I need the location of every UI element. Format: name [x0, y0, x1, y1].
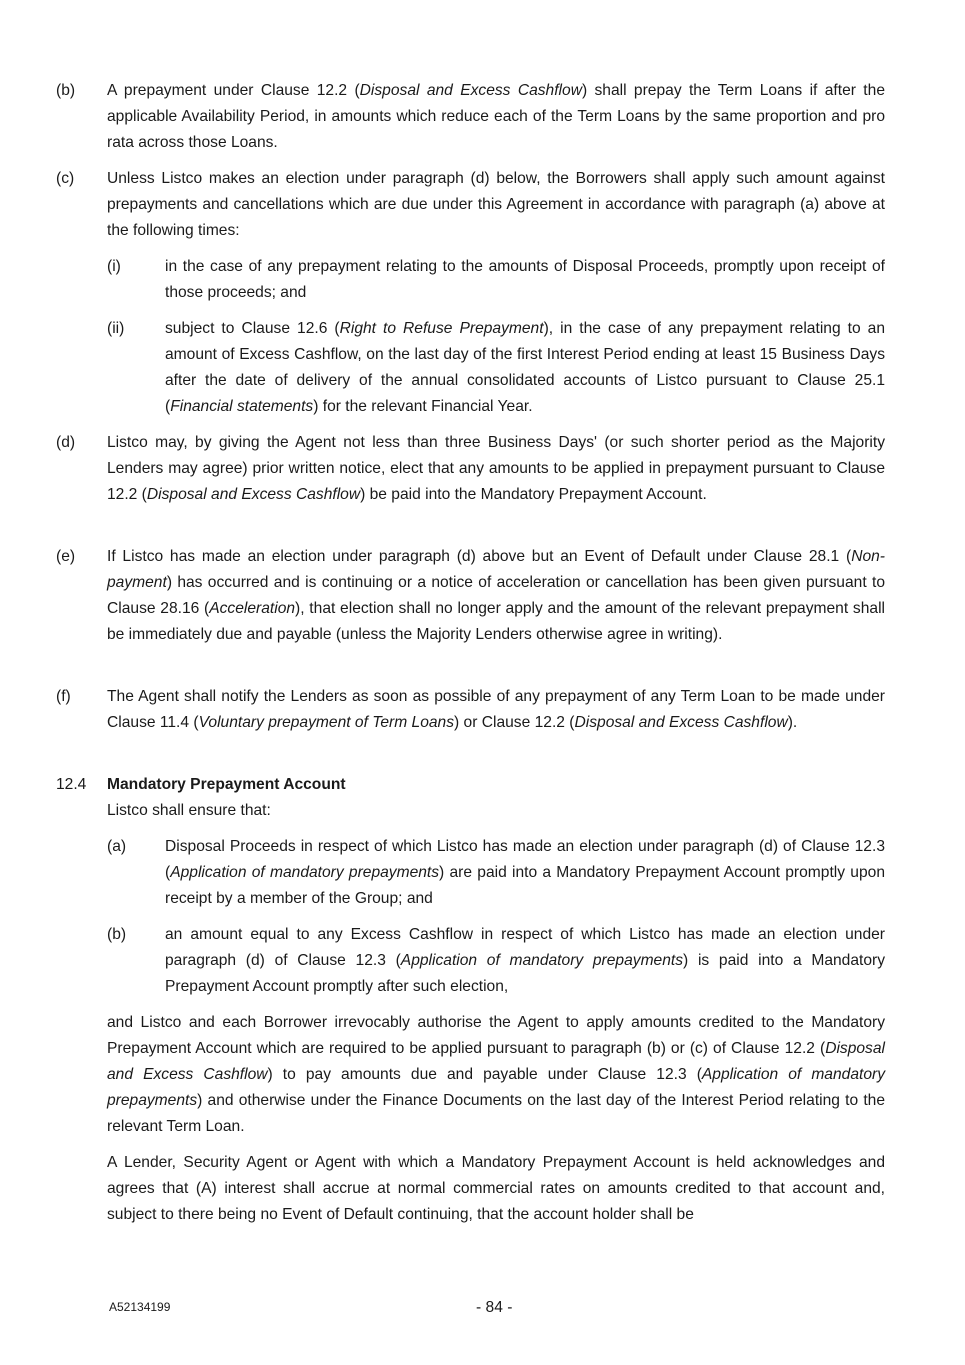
section-title: Mandatory Prepayment Account — [107, 776, 346, 793]
text-segment: ) shall prepay the Term Loans if after the applicable Availability Period, in amounts which reduce each of the Term Loans by the same proportion and pro rata across those Loans. — [107, 82, 885, 151]
italic-reference: Acceleration — [209, 600, 296, 617]
item-label: (d) — [56, 434, 76, 451]
text-segment: ), in the case of any prepayment relating to an amount of Excess Cashflow, on the last day of the first Interest Period ending at least 15 Business Days after the date of delivery of the annual consolidated accounts of Listco pursuant to Clause 25.1 ( — [165, 320, 886, 415]
page-number: - 84 - — [476, 1299, 513, 1316]
item-label: (c) — [56, 170, 75, 187]
document-reference: A52134199 — [109, 1300, 171, 1314]
italic-reference: Disposal and Excess Cashflow — [359, 82, 582, 99]
text-segment: ) and otherwise under the Finance Documents on the last day of the Interest Period relating to the relevant Term Loan. — [107, 1092, 885, 1135]
text-segment: ) are paid into a Mandatory Prepayment Account promptly upon receipt by a member of the Group; and — [165, 864, 885, 907]
italic-reference: Disposal and Excess Cashflow — [107, 1040, 885, 1083]
italic-reference: Non-payment — [107, 548, 885, 591]
section-intro: Listco shall ensure that: — [107, 802, 271, 819]
subitem-text — [165, 316, 885, 420]
subitem-text — [165, 254, 885, 306]
text-segment: subject to Clause 12.6 ( — [165, 320, 340, 337]
item-text — [107, 430, 885, 508]
subitem-label: (i) — [107, 258, 121, 275]
item-text — [107, 166, 885, 244]
item-text — [107, 544, 885, 648]
text-segment: ) for the relevant Financial Year. — [313, 398, 533, 415]
text-segment: ) is paid into a Mandatory Prepayment Account promptly after such election, — [165, 952, 886, 995]
section-number: 12.4 — [56, 776, 87, 793]
text-segment: in the case of any prepayment relating to the amounts of Disposal Proceeds, promptly upon receipt of those proceeds; and — [165, 258, 885, 301]
closing-paragraph — [107, 1010, 885, 1140]
text-segment: ) has occurred and is continuing or a notice of acceleration or cancellation has been given pursuant to Clause 28.16 ( — [107, 574, 885, 617]
subitem-label: (ii) — [107, 320, 125, 337]
closing-paragraph — [107, 1150, 885, 1228]
item-text — [107, 78, 885, 156]
italic-reference: Right to Refuse Prepayment — [339, 320, 544, 337]
text-segment: ) to pay amounts due and payable under Clause 12.3 ( — [267, 1066, 702, 1083]
italic-reference: Application of mandatory prepayments — [170, 864, 440, 881]
text-segment: The Agent shall notify the Lenders as soon as possible of any prepayment of any Term Loan to be made under Clause 11.4 ( — [107, 688, 885, 731]
text-segment: ). — [787, 714, 798, 731]
item-text — [107, 684, 885, 736]
text-segment: ) be paid into the Mandatory Prepayment Account. — [360, 486, 707, 503]
italic-reference: Financial statements — [170, 398, 314, 415]
item-label: (b) — [56, 82, 76, 99]
text-segment: A Lender, Security Agent or Agent with which a Mandatory Prepayment Account is held acknowledges and agrees that (A) interest shall accrue at normal commercial rates on amounts credited to that account and, subject to there being no Event of Default continuing, that the account holder shall be — [107, 1154, 885, 1223]
text-segment: Disposal Proceeds in respect of which Listco has made an election under paragraph (d) of Clause 12.3 ( — [165, 838, 885, 881]
italic-reference: Disposal and Excess Cashflow — [146, 486, 361, 503]
subitem-label: (b) — [107, 926, 127, 943]
item-label: (e) — [56, 548, 76, 565]
text-segment: Listco may, by giving the Agent not less than three Business Days' (or such shorter period as the Majority Lenders may agree) prior written notice, elect that any amounts to be applied in prepayment pursuant to Clause 12.2 ( — [107, 434, 885, 503]
text-segment: Unless Listco makes an election under paragraph (d) below, the Borrowers shall apply such amount against prepayments and cancellations which are due under this Agreement in accordance with paragraph (a) above at the following times: — [107, 170, 885, 239]
subitem-text — [165, 834, 885, 912]
italic-reference: Application of mandatory prepayments — [400, 952, 684, 969]
subitem-text — [165, 922, 885, 1000]
text-segment: ), that election shall no longer apply and the amount of the relevant prepayment shall be immediately due and payable (unless the Majority Lenders otherwise agree in writing). — [107, 600, 885, 643]
text-segment: If Listco has made an election under paragraph (d) above but an Event of Default under Clause 28.1 ( — [107, 548, 852, 565]
italic-reference: Voluntary prepayment of Term Loans — [198, 714, 455, 731]
subitem-label: (a) — [107, 838, 127, 855]
italic-reference: Disposal and Excess Cashflow — [574, 714, 788, 731]
italic-reference: Application of mandatory prepayments — [107, 1066, 885, 1109]
text-segment: an amount equal to any Excess Cashflow in respect of which Listco has made an election under paragraph (d) of Clause 12.3 ( — [165, 926, 885, 969]
text-segment: A prepayment under Clause 12.2 ( — [107, 82, 360, 99]
text-segment: ) or Clause 12.2 ( — [454, 714, 575, 731]
text-segment: and Listco and each Borrower irrevocably authorise the Agent to apply amounts credited to the Mandatory Prepayment Account which are required to be applied pursuant to paragraph (b) or (c) of Clause 12.2 ( — [107, 1014, 885, 1057]
item-label: (f) — [56, 688, 71, 705]
